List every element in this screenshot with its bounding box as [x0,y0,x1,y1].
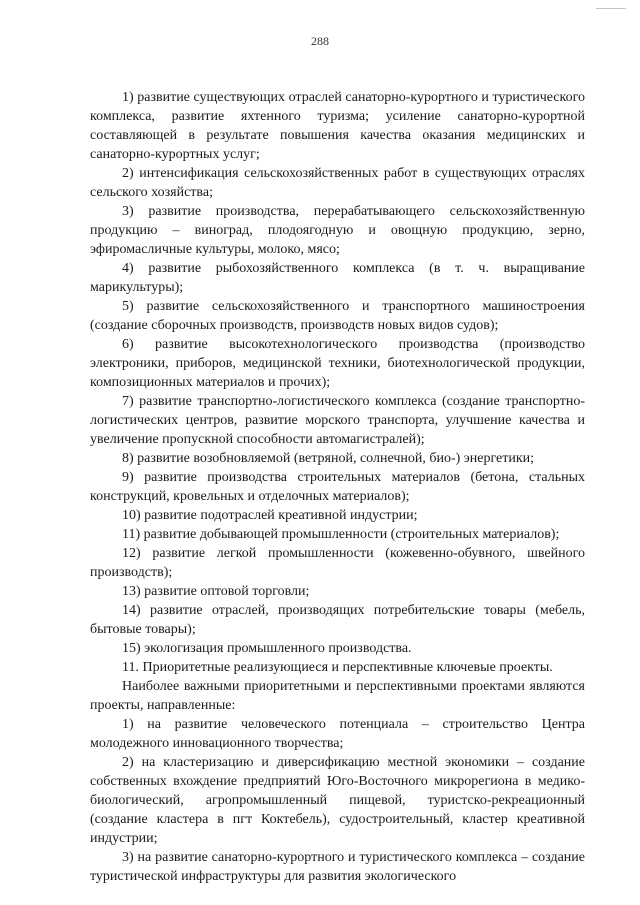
page-number: 288 [311,34,329,48]
paragraph: 1) развитие существующих отраслей санаторно-курортного и туристического комплекса, развитие яхтенного туризма; усиление санаторно-курортной составляющей в результате повышения качества оказания медицинских и санаторно-курортных услуг; [90,90,585,162]
paragraph: 12) развитие легкой промышленности (кожевенно-обувного, швейного производств); [90,546,585,580]
paragraph: 6) развитие высокотехнологического производства (производство электроники, приборов, медицинской техники, биотехнологической продукции, композиционных материалов и прочих); [90,337,585,390]
section-heading: 11. Приоритетные реализующиеся и перспективные ключевые проекты. [122,660,553,675]
paragraph: 2) на кластеризацию и диверсификацию местной экономики – создание собственных вхождение предприятий Юго-Восточного микрорегиона в медико-биологический, агропромышленный пищевой, туристско-рекреационный (создание кластера в пгт Коктебель), судостроительный, кластер креативной индустрии; [90,755,585,846]
paragraph: 9) развитие производства строительных материалов (бетона, стальных конструкций, кровельных и отделочных материалов); [90,470,585,504]
document-body [90,88,585,886]
paragraph: 3) на развитие санаторно-курортного и туристического комплекса – создание туристической инфраструктуры для развития экологического [90,850,585,884]
corner-mark [596,0,626,9]
paragraph: 3) развитие производства, перерабатывающего сельскохозяйственную продукцию – виноград, плодоягодную и овощную продукцию, зерно, эфиромасличные культуры, молоко, мясо; [90,204,585,257]
paragraph: 4) развитие рыбохозяйственного комплекса (в т. ч. выращивание марикультуры); [90,261,585,295]
paragraph: Наиболее важными приоритетными и перспективными проектами являются проекты, направленные: [90,679,585,713]
paragraph: 15) экологизация промышленного производства. [122,641,412,656]
paragraph: 5) развитие сельскохозяйственного и транспортного машиностроения (создание сборочных производств, производств новых видов судов); [90,299,585,333]
paragraph: 13) развитие оптовой торговли; [122,584,310,599]
paragraph: 1) на развитие человеческого потенциала – строительство Центра молодежного инновационного творчества; [90,717,585,751]
paragraph: 8) развитие возобновляемой (ветряной, солнечной, био-) энергетики; [122,451,535,466]
paragraph: 10) развитие подотраслей креативной индустрии; [122,508,418,523]
paragraph: 7) развитие транспортно-логистического комплекса (создание транспортно-логистических центров, развитие морского транспорта, улучшение качества и увеличение пропускной способности автомагистралей); [90,394,585,447]
paragraph: 2) интенсификация сельскохозяйственных работ в существующих отраслях сельского хозяйства; [90,166,585,200]
paragraph: 11) развитие добывающей промышленности (строительных материалов); [122,527,560,542]
paragraph: 14) развитие отраслей, производящих потребительские товары (мебель, бытовые товары); [90,603,585,637]
